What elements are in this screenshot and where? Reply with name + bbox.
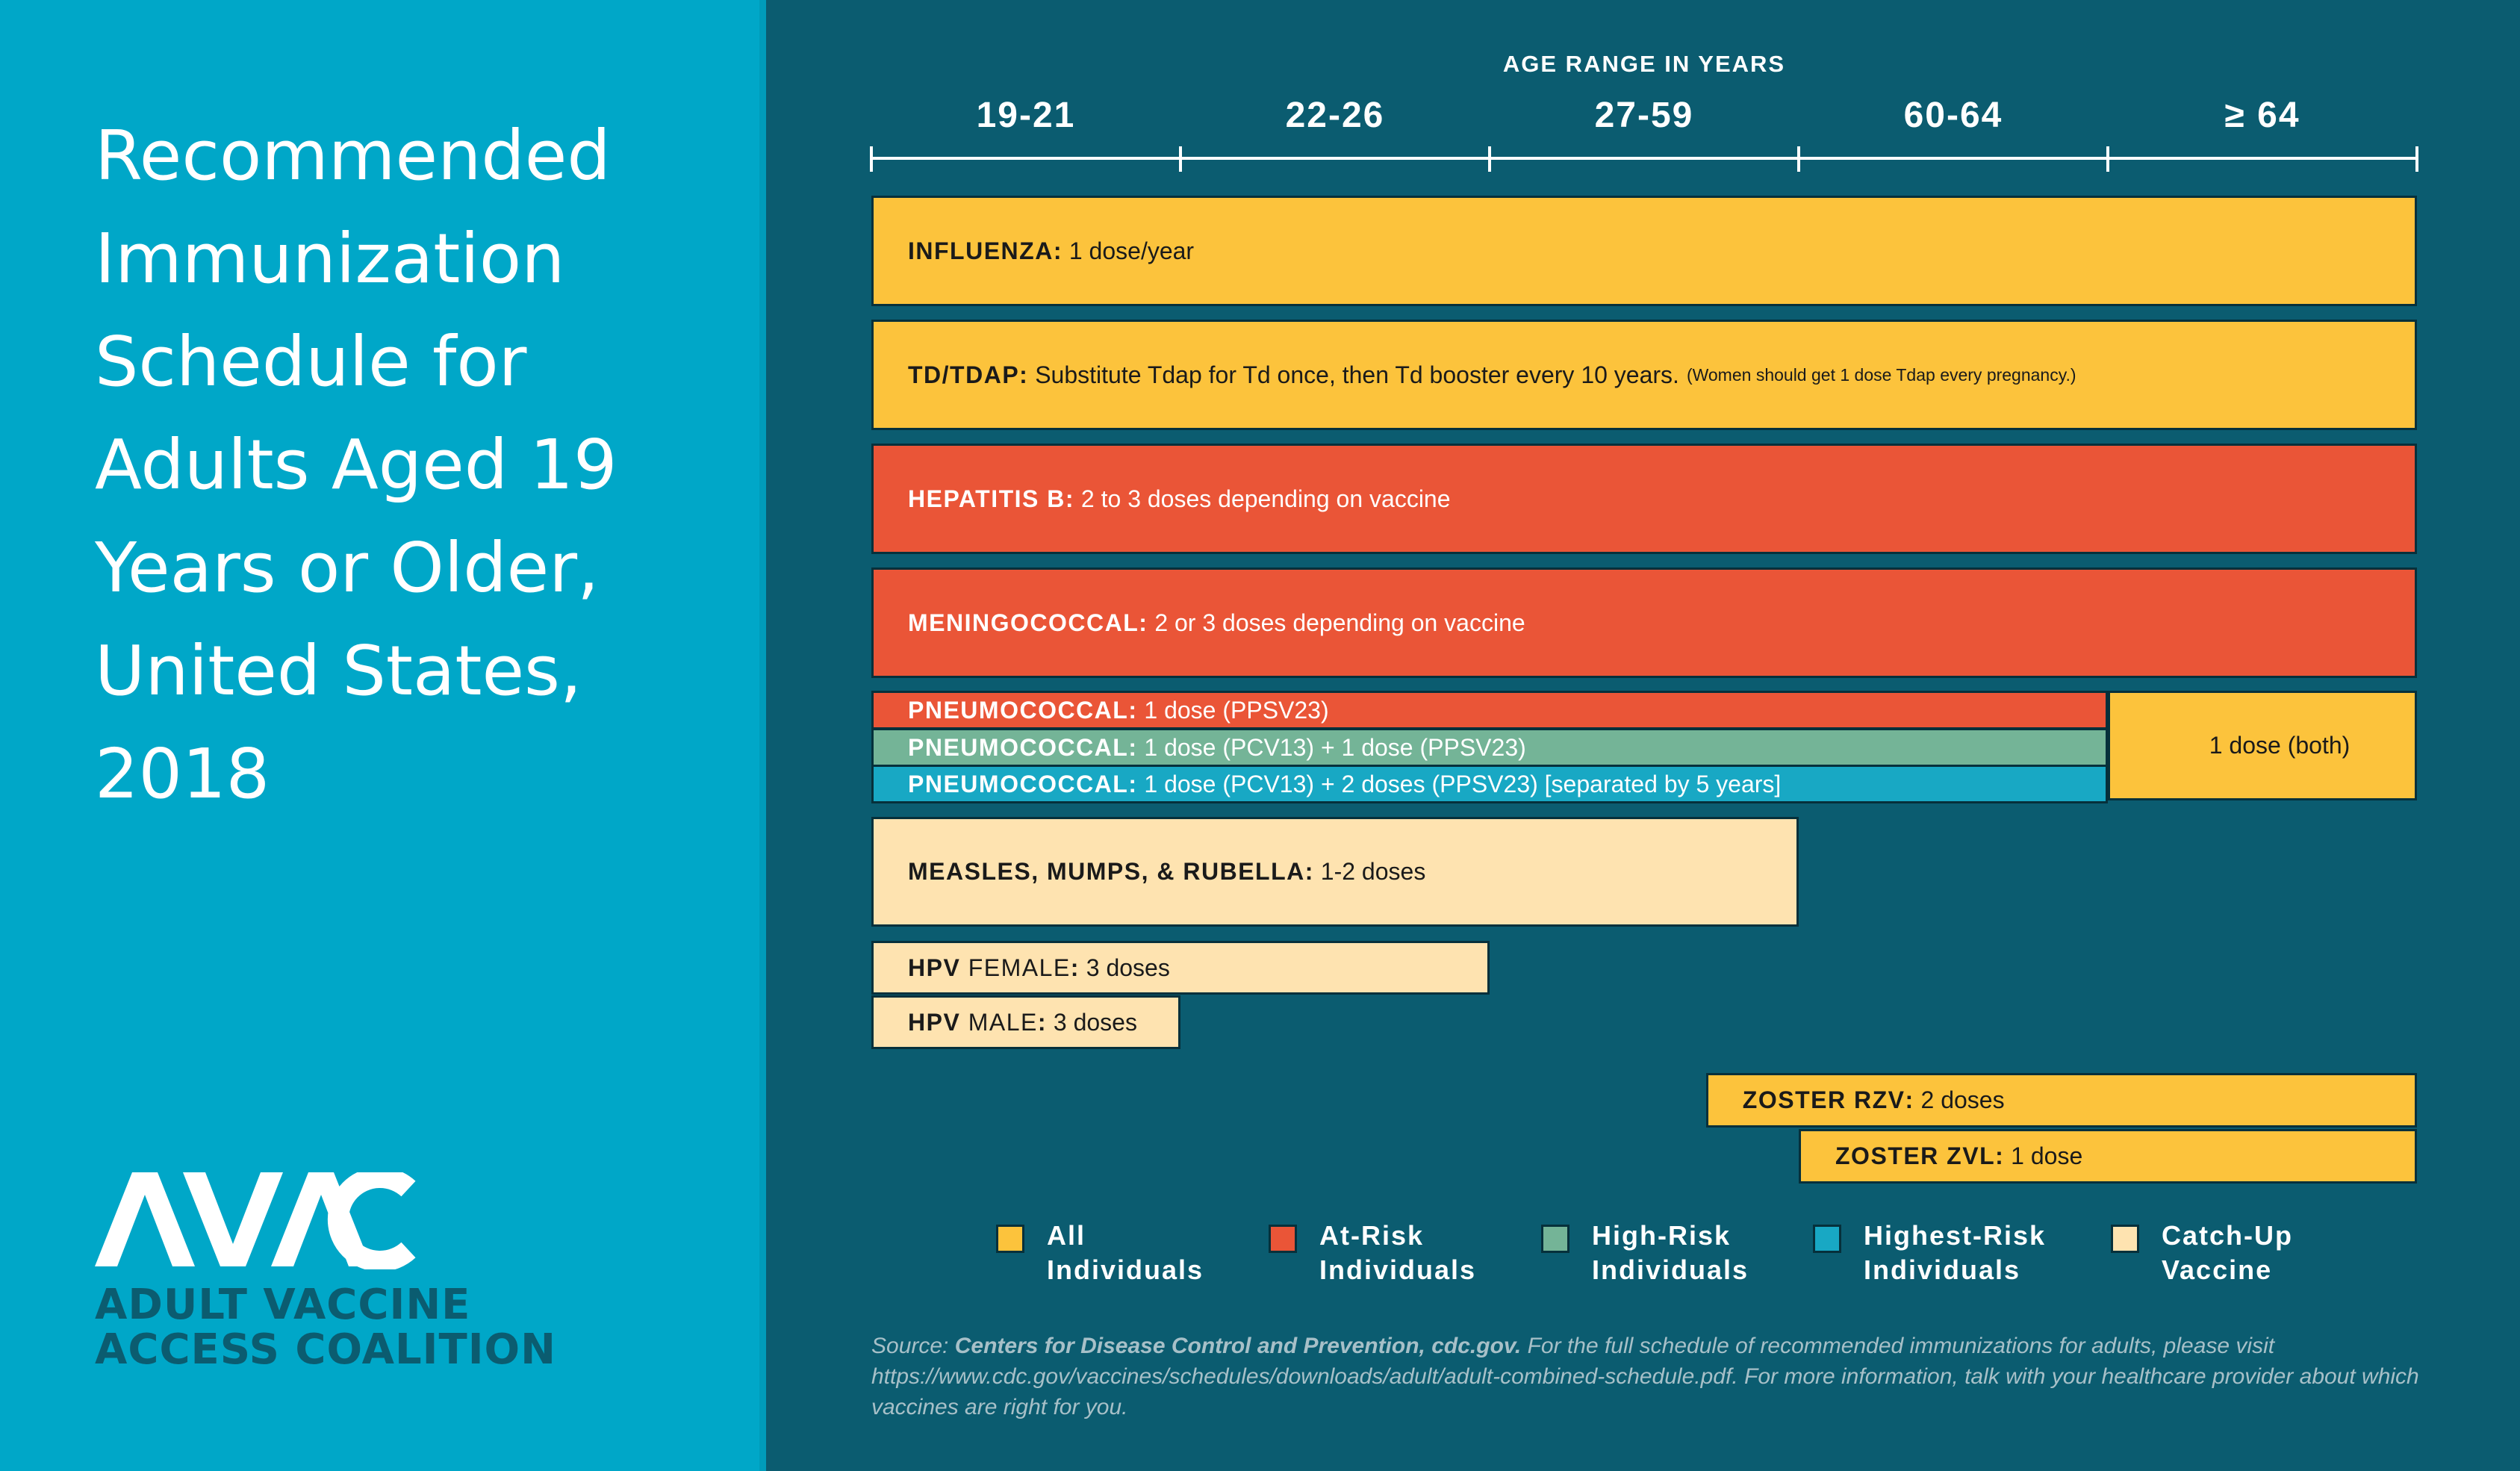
legend-item-at-risk — [1269, 1219, 1476, 1287]
legend-item-catch-up — [2111, 1219, 2293, 1287]
bar-vaccine-name: HPV — [908, 954, 961, 981]
bar-colon: : — [1019, 361, 1029, 388]
bar-meningococcal — [871, 567, 2417, 678]
title-line: United States, — [95, 631, 582, 711]
title-line: 2018 — [95, 734, 270, 814]
bar-colon: : — [1053, 237, 1063, 264]
bar-hpv — [871, 995, 1180, 1049]
legend-swatch — [996, 1225, 1024, 1253]
age-group-label: 60-64 — [1903, 96, 2003, 135]
bar-vaccine-name: INFLUENZA — [908, 237, 1054, 264]
bar-colon: : — [1905, 1086, 1914, 1113]
title-line: Adults Aged 19 — [95, 425, 617, 505]
bar-text: 1 dose/year — [1062, 237, 1195, 264]
legend-item-all — [996, 1219, 1204, 1287]
bar-influenza — [871, 196, 2417, 306]
panel-divider — [759, 0, 766, 1471]
bar-zoster-rzv — [1706, 1073, 2417, 1128]
legend-label: Highest-Risk Individuals — [1864, 1220, 2047, 1285]
page-title — [95, 105, 729, 826]
legend-item-highest-risk — [1813, 1219, 2046, 1287]
bar-vaccine-name: HEPATITIS B — [908, 485, 1065, 512]
bar-text: Substitute Tdap for Td once, then Td booster every 10 years. — [1028, 361, 1679, 388]
legend-swatch — [1269, 1225, 1297, 1253]
left-panel — [0, 0, 759, 1471]
bar-colon: : — [1070, 954, 1080, 981]
bar-colon: : — [1128, 733, 1138, 761]
bar-vaccine-name: HPV — [908, 1008, 961, 1036]
title-line: Schedule for — [95, 322, 527, 402]
bar-text: 3 doses — [1079, 954, 1170, 981]
bar-pneumococcal — [871, 691, 2108, 730]
bar-vaccine-subname: MALE — [960, 1008, 1038, 1036]
bar-colon: : — [1304, 858, 1314, 885]
bar-colon: : — [1065, 485, 1075, 512]
bar-colon: : — [1995, 1142, 2005, 1169]
bar-text: 1 dose (PCV13) + 2 doses (PPSV23) [separated by 5 years] — [1137, 770, 1782, 797]
bar-vaccine-name: PNEUMOCOCCAL — [908, 770, 1129, 797]
legend-label: All Individuals — [1047, 1220, 1204, 1285]
bar-text: 2 or 3 doses depending on vaccine — [1148, 609, 1525, 636]
source-prefix: Source: — [871, 1334, 955, 1358]
bar-colon: : — [1128, 696, 1138, 724]
bar-pneumococcal — [871, 765, 2108, 803]
title-line: Immunization — [95, 219, 565, 299]
bar-measles-mumps-rubella — [871, 817, 1799, 927]
bar-text: 1 dose (PPSV23) — [1137, 696, 1329, 724]
age-axis — [0, 0, 2520, 194]
age-group-label: 19-21 — [976, 96, 1076, 135]
age-group-label: 22-26 — [1285, 96, 1385, 135]
source-rest: For the full schedule of recommended immunizations for adults, please visit https://www.cdc.gov/vaccines/schedules/downloads/adult/adult-combined-schedule.pdf. For more information, talk with your healthcare provider about which vaccines are right for you. — [871, 1334, 2419, 1419]
bar-text: 3 doses — [1046, 1008, 1137, 1036]
bar-hepatitis-b — [871, 444, 2417, 554]
logo-text-line1: ADULT VACCINE — [95, 1281, 471, 1329]
legend-label: Catch-Up Vaccine — [2162, 1220, 2293, 1285]
title-line: Years or Older, — [95, 528, 600, 608]
bar-colon: : — [1037, 1008, 1047, 1036]
bar-vaccine-name: ZOSTER ZVL — [1835, 1142, 1996, 1169]
age-group-label: ≥ 64 — [2224, 96, 2300, 135]
legend-swatch — [1541, 1225, 1569, 1253]
avac-logo-mark — [95, 1172, 416, 1269]
legend-label: High-Risk Individuals — [1592, 1220, 1749, 1285]
bar-pneumococcal-65-plus — [2108, 691, 2417, 800]
bar-pneumococcal — [871, 728, 2108, 767]
bar-zoster-zvl — [1799, 1129, 2417, 1184]
bar-text: 1 dose (PCV13) + 1 dose (PPSV23) — [1137, 733, 1526, 761]
bar-vaccine-name: MEASLES, MUMPS, & RUBELLA — [908, 858, 1305, 885]
legend-swatch — [2111, 1225, 2139, 1253]
bar-text: 2 to 3 doses depending on vaccine — [1074, 485, 1451, 512]
bar-hpv — [871, 941, 1490, 995]
bar-colon: : — [1128, 770, 1138, 797]
age-group-label: 27-59 — [1594, 96, 1694, 135]
legend-swatch — [1813, 1225, 1841, 1253]
legend-item-high-risk — [1541, 1219, 1749, 1287]
bar-text: 1 dose (both) — [2209, 732, 2351, 759]
logo-text-line2: ACCESS COALITION — [95, 1325, 556, 1374]
bar-td-tdap — [871, 320, 2417, 430]
source-org: Centers for Disease Control and Prevention, cdc.gov. — [954, 1334, 1522, 1358]
bar-vaccine-name: PNEUMOCOCCAL — [908, 696, 1129, 724]
legend-label: At-Risk Individuals — [1319, 1220, 1477, 1285]
bar-text: 2 doses — [1914, 1086, 2005, 1113]
bar-vaccine-name: TD/TDAP — [908, 361, 1020, 388]
bar-vaccine-name: PNEUMOCOCCAL — [908, 733, 1129, 761]
title-line: Recommended — [95, 116, 611, 196]
axis-title: AGE RANGE IN YEARS — [1502, 51, 1786, 77]
bar-text: 1-2 doses — [1313, 858, 1426, 885]
bar-vaccine-name: MENINGOCOCCAL — [908, 609, 1139, 636]
bar-note: (Women should get 1 dose Tdap every pregnancy.) — [1686, 364, 2076, 385]
bar-colon: : — [1139, 609, 1148, 636]
bar-vaccine-name: ZOSTER RZV — [1742, 1086, 1905, 1113]
bar-text: 1 dose — [2004, 1142, 2083, 1169]
source-note — [871, 1331, 2439, 1422]
bar-vaccine-subname: FEMALE — [960, 954, 1071, 981]
